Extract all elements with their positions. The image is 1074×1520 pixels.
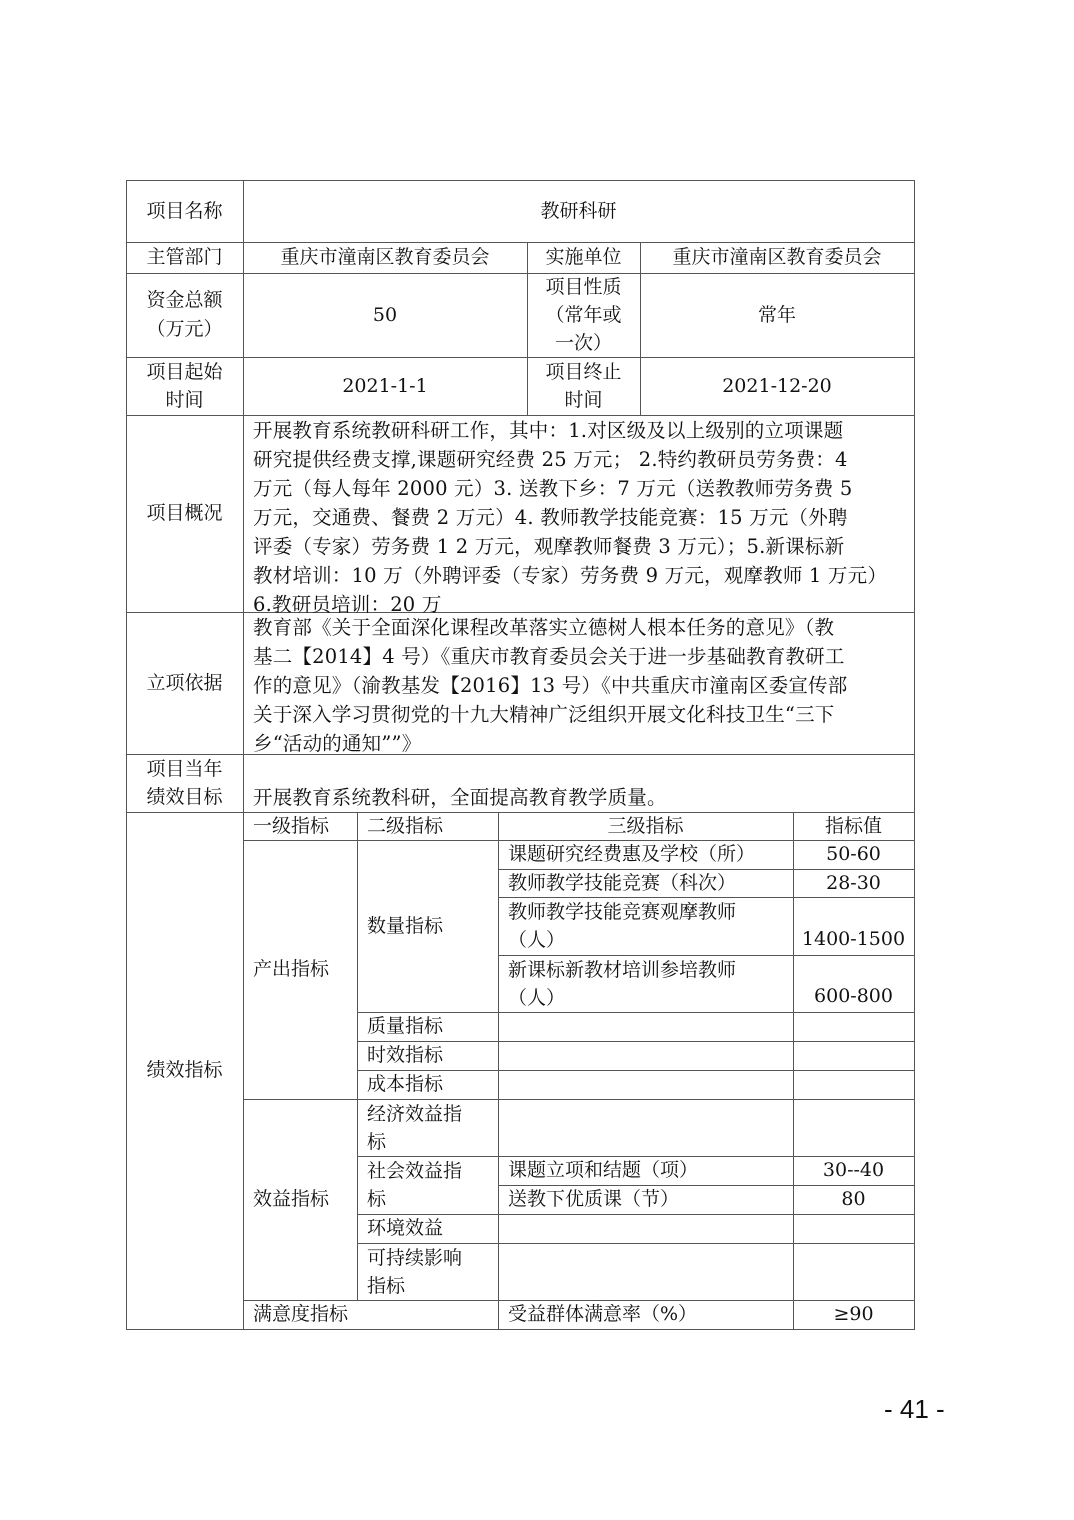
basis-label: [126, 612, 243, 754]
overview-label: [126, 415, 243, 612]
nature-value-text: 常年: [757, 303, 796, 326]
table-border-right: [914, 180, 915, 1330]
indicator-row-value: [793, 840, 914, 869]
overview-line: 6.教研员培训：20 万: [253, 593, 442, 616]
indicator-row-value: [793, 1185, 914, 1214]
indicator-row-value: [793, 1300, 914, 1329]
sustainability-indicator-text: 指标: [367, 1274, 406, 1297]
indicator-row-level3: [498, 1156, 793, 1185]
economic-indicator-text: 经济效益指: [367, 1102, 463, 1125]
start-label-line: 项目起始: [146, 361, 223, 383]
social-indicator-text: 社会效益指: [367, 1160, 463, 1182]
start-label-line: 时间: [165, 389, 204, 411]
quantity-indicator-label: [357, 840, 498, 1012]
quality-indicator-label: [357, 1012, 498, 1041]
indicator-value-text: 1400-1500: [801, 928, 906, 950]
goal-value-text: 开展教育系统教科研，全面提高教育教学质量。: [253, 786, 667, 809]
overview-line: 万元（每人每年 2000 元）3. 送教下乡：7 万元（送教教师劳务费 5: [253, 477, 853, 500]
indicator-row-value: [793, 1156, 914, 1185]
basis-line: 关于深入学习贯彻党的十九大精神广泛组织开展文化科技卫生“三下: [253, 703, 835, 726]
environment-indicator-label: [357, 1214, 498, 1243]
benefit-indicator-label: [243, 1099, 357, 1300]
indicator-row-level3: [498, 869, 793, 897]
economic-indicator-text: 标: [367, 1130, 387, 1153]
header-level3: [498, 812, 793, 840]
social-indicator-text: 标: [367, 1188, 387, 1210]
end-value-text: 2021-12-20: [722, 374, 832, 397]
satisfaction-indicator-label: [243, 1300, 498, 1329]
header-level2-text: 二级指标: [367, 814, 444, 837]
dept-label: [126, 242, 243, 273]
funds-label-line: 资金总额: [146, 289, 223, 311]
indicator-row-value: [793, 869, 914, 897]
overview-line: 万元，交通费、餐费 2 万元）4. 教师教学技能竞赛：15 万元（外聘: [253, 506, 848, 529]
indicator-row-level3: [498, 897, 793, 955]
dept-value-text: 重庆市潼南区教育委员会: [280, 246, 490, 268]
nature-label: [527, 273, 640, 357]
timeliness-indicator-label: [357, 1041, 498, 1070]
overview-label-text: 项目概况: [146, 502, 223, 524]
sustainability-indicator-text: 可持续影响: [367, 1246, 463, 1269]
cost-indicator-label: [357, 1070, 498, 1099]
economic-indicator-label: [357, 1099, 498, 1156]
goal-label: [126, 754, 243, 812]
indicator-level3-text: （人）: [508, 986, 566, 1009]
indicator-level3-text: 课题立项和结题（项）: [508, 1159, 699, 1181]
project-name-value: [243, 180, 914, 242]
unit-label: [527, 242, 640, 273]
indicator-level3-text: 课题研究经费惠及学校（所）: [508, 843, 756, 865]
header-value-text: 指标值: [824, 814, 882, 837]
header-level1-text: 一级指标: [253, 814, 330, 837]
funds-value: [243, 273, 527, 357]
project-name-value-text: 教研科研: [540, 199, 617, 222]
overview-line: 教材培训：10 万（外聘评委（专家）劳务费 9 万元，观摩教师 1 万元）: [253, 564, 888, 587]
indicator-value-text: 600-800: [814, 985, 893, 1007]
header-level2: [357, 812, 498, 840]
overview-text: [253, 416, 913, 619]
indicator-level3-text: 受益群体满意率（%）: [508, 1303, 698, 1325]
end-value: [640, 357, 914, 415]
indicator-level3-text: 新课标新教材培训参培教师: [508, 958, 737, 981]
indicator-row-level3: [498, 1185, 793, 1214]
dept-label-text: 主管部门: [146, 246, 223, 268]
output-indicator-text: 产出指标: [253, 958, 330, 980]
header-value: [793, 812, 914, 840]
end-label-line: 项目终止: [545, 361, 622, 383]
benefit-indicator-text: 效益指标: [253, 1188, 330, 1210]
unit-label-text: 实施单位: [545, 246, 622, 268]
start-value: [243, 357, 527, 415]
basis-label-text: 立项依据: [146, 671, 223, 694]
start-value-text: 2021-1-1: [342, 374, 428, 397]
dept-value: [243, 242, 527, 273]
indicator-value-text: 28-30: [826, 871, 881, 894]
unit-value-text: 重庆市潼南区教育委员会: [672, 246, 882, 268]
goal-label-line: 绩效目标: [146, 786, 223, 808]
output-indicator-label: [243, 840, 357, 1099]
indicator-level3-text: 教师教学技能竞赛观摩教师: [508, 901, 737, 923]
social-indicator-label: [357, 1156, 498, 1214]
cost-indicator-text: 成本指标: [367, 1073, 444, 1095]
indicator-value-text: 30--40: [822, 1159, 885, 1181]
overview-line: 开展教育系统教研科研工作，其中：1.对区级及以上级别的立项课题: [253, 419, 844, 442]
indicator-level3-text: 送教下优质课（节）: [508, 1188, 680, 1210]
timeliness-indicator-text: 时效指标: [367, 1044, 444, 1066]
page-number: - 41 -: [884, 1394, 945, 1424]
nature-label-line: 一次）: [554, 332, 612, 354]
indicator-value-text: 50-60: [826, 843, 881, 865]
quality-indicator-text: 质量指标: [367, 1015, 444, 1037]
goal-value: [253, 783, 913, 812]
basis-line: 基二【2014】4 号）《重庆市教育委员会关于进一步基础教育教研工: [253, 645, 845, 668]
funds-value-text: 50: [372, 303, 398, 326]
basis-line: 教育部《关于全面深化课程改革落实立德树人根本任务的意见》（教: [253, 616, 835, 639]
header-level1: [243, 812, 357, 840]
end-label: [527, 357, 640, 415]
performance-label: [126, 812, 243, 1329]
basis-text: [253, 613, 913, 758]
indicator-row-value: [793, 897, 914, 955]
funds-label: [126, 273, 243, 357]
indicator-row-level3: [498, 840, 793, 869]
start-label: [126, 357, 243, 415]
indicator-value-text: 80: [841, 1188, 866, 1210]
indicator-level3-text: （人）: [508, 929, 566, 951]
basis-line: 作的意见》（渝教基发【2016】13 号）《中共重庆市潼南区委宣传部: [253, 674, 848, 697]
table-border-bottom: [126, 1329, 915, 1330]
header-level3-text: 三级指标: [607, 814, 684, 837]
sustainability-indicator-label: [357, 1243, 498, 1300]
indicator-row-level3: [498, 955, 793, 1012]
indicator-value-text: ≥90: [833, 1303, 874, 1325]
goal-label-line: 项目当年: [146, 758, 223, 780]
indicator-row-level3: [498, 1300, 793, 1329]
nature-label-line: 项目性质: [545, 276, 622, 298]
performance-label-text: 绩效指标: [146, 1059, 223, 1081]
satisfaction-indicator-text: 满意度指标: [253, 1303, 349, 1325]
overview-line: 研究提供经费支撑,课题研究经费 25 万元； 2.特约教研员劳务费：4: [253, 448, 848, 471]
quantity-indicator-text: 数量指标: [367, 914, 444, 937]
nature-label-line: （常年或: [545, 304, 622, 326]
project-name-label-text: 项目名称: [146, 199, 223, 222]
overview-line: 评委（专家）劳务费 1 2 万元，观摩教师餐费 3 万元）；5.新课标新: [253, 535, 845, 558]
end-label-line: 时间: [564, 389, 603, 411]
unit-value: [640, 242, 914, 273]
basis-line: 乡“活动的通知””》: [253, 732, 422, 755]
indicator-level3-text: 教师教学技能竞赛（科次）: [508, 871, 737, 894]
environment-indicator-text: 环境效益: [367, 1217, 444, 1239]
project-name-label: [126, 180, 243, 242]
nature-value: [640, 273, 914, 357]
funds-label-line: （万元）: [146, 318, 223, 340]
indicator-row-value: [793, 955, 914, 1012]
